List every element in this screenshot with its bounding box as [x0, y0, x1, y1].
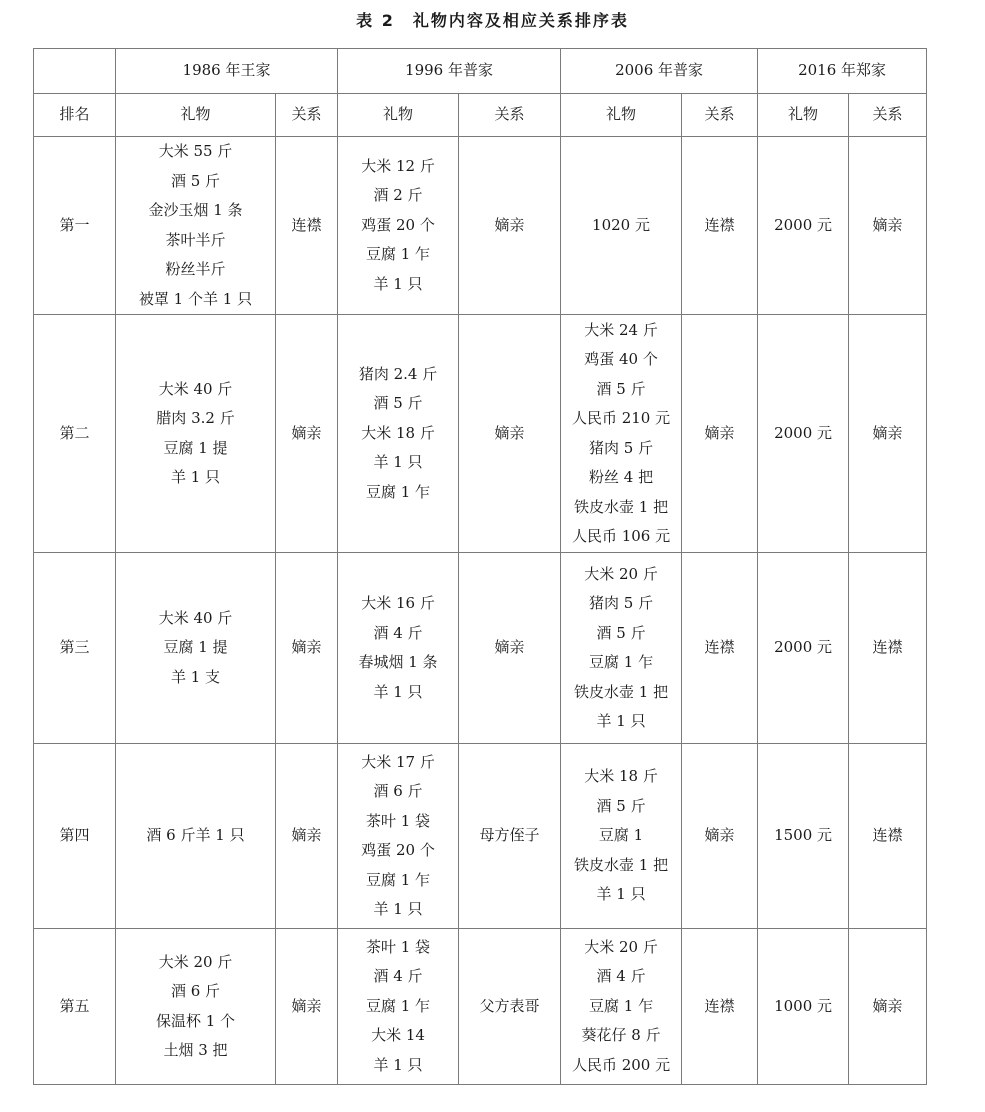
- gift-line: 大米 12 斤: [361, 156, 435, 175]
- gift-line: 豆腐 1 乍: [365, 870, 431, 889]
- gift-line: 酒 6 斤: [170, 982, 221, 1000]
- gift-line: 羊 1 只: [170, 468, 221, 486]
- gift-line: 酒 5 斤: [373, 394, 423, 413]
- relation-1986-cell: 嫡亲: [276, 553, 338, 744]
- table-row: [34, 929, 927, 1085]
- table-title: 表 2 礼物内容及相应关系排序表: [356, 11, 629, 30]
- relation-2016-cell: 嫡亲: [849, 929, 927, 1085]
- rank-cell: 第二: [34, 315, 116, 553]
- gift-header: 礼物: [338, 94, 459, 137]
- gift-1996-cell: [338, 137, 459, 315]
- gift-1986-cell: [116, 744, 276, 929]
- gift-line: 茶叶 1 袋: [365, 937, 431, 956]
- gift-line: 猪肉 5 斤: [588, 438, 654, 457]
- rank-cell: 第四: [34, 744, 116, 929]
- relation-2006-cell: 嫡亲: [682, 315, 758, 553]
- gift-2006-cell: [561, 137, 682, 315]
- relation-2016-cell: 连襟: [849, 553, 927, 744]
- relation-header: 关系: [849, 94, 927, 137]
- gift-line: 酒 6 斤: [373, 782, 423, 800]
- gift-line: 酒 5 斤: [596, 796, 646, 815]
- gift-line: 茶叶半斤: [165, 230, 226, 249]
- gift-line: 猪肉 5 斤: [588, 594, 654, 612]
- gift-line: 豆腐 1 乍: [365, 245, 431, 264]
- gift-line: 猪肉 2.4 斤: [358, 364, 438, 383]
- gift-line: 豆腐 1 乍: [588, 996, 654, 1015]
- gift-line: 大米 20 斤: [158, 952, 233, 971]
- gift-line: 春城烟 1 条: [358, 653, 438, 671]
- gift-2006-cell: [561, 553, 682, 744]
- table-row: [34, 553, 927, 744]
- gift-2016-cell: [758, 929, 849, 1085]
- gift-header: 礼物: [116, 94, 276, 137]
- gift-line: 金沙玉烟 1 条: [148, 201, 243, 219]
- rank-cell: 第五: [34, 929, 116, 1085]
- gift-line: 大米 14: [371, 1026, 425, 1045]
- gift-line: 大米 17 斤: [361, 752, 435, 771]
- gift-line: 大米 24 斤: [584, 320, 658, 339]
- gift-line: 2000 元: [774, 638, 833, 657]
- gift-line: 酒 5 斤: [596, 379, 646, 398]
- relation-1986-cell: 嫡亲: [276, 929, 338, 1085]
- relation-1996-cell: 嫡亲: [459, 315, 561, 553]
- relation-1996-cell: 母方侄子: [459, 744, 561, 929]
- gift-line: 铁皮水壶 1 把: [573, 497, 669, 516]
- gift-line: 腊肉 3.2 斤: [156, 409, 235, 427]
- gift-2006-cell: [561, 929, 682, 1085]
- relation-1986-cell: 连襟: [276, 137, 338, 315]
- gift-line: 大米 40 斤: [158, 608, 233, 627]
- relation-2006-cell: 嫡亲: [682, 744, 758, 929]
- gift-line: 大米 20 斤: [584, 564, 658, 583]
- gift-1996-cell: [338, 744, 459, 929]
- rank-cell: 第一: [34, 137, 116, 315]
- gift-line: 人民币 106 元: [571, 527, 671, 545]
- gift-line: 羊 1 只: [373, 900, 423, 918]
- gift-line: 保温杯 1 个: [155, 1011, 236, 1030]
- column-header-row: [34, 94, 927, 137]
- relation-2016-cell: 嫡亲: [849, 137, 927, 315]
- year-header-row: [34, 49, 927, 94]
- gift-line: 羊 1 只: [596, 712, 646, 730]
- relation-2006-cell: 连襟: [682, 137, 758, 315]
- table-row: [34, 315, 927, 553]
- gift-line: 羊 1 支: [170, 667, 221, 686]
- gift-header: 礼物: [758, 94, 849, 137]
- year-2016-header: 2016 年郑家: [758, 49, 927, 94]
- gift-line: 羊 1 只: [373, 1055, 423, 1074]
- gift-line: 土烟 3 把: [163, 1041, 228, 1059]
- gift-2016-cell: [758, 553, 849, 744]
- gift-line: 豆腐 1 提: [163, 638, 228, 657]
- gift-line: 酒 4 斤: [596, 967, 646, 986]
- gift-line: 粉丝 4 把: [588, 468, 654, 486]
- gift-1986-cell: [116, 137, 276, 315]
- gift-line: 酒 5 斤: [596, 623, 646, 642]
- table-row: [34, 744, 927, 929]
- gift-1996-cell: [338, 553, 459, 744]
- gift-line: 1020 元: [592, 215, 650, 234]
- gift-table: [33, 48, 927, 1085]
- year-1986-header: 1986 年王家: [116, 49, 338, 94]
- gift-line: 大米 16 斤: [361, 594, 435, 612]
- gift-line: 葵花仔 8 斤: [581, 1026, 661, 1045]
- gift-line: 酒 2 斤: [373, 186, 423, 205]
- relation-2016-cell: 嫡亲: [849, 315, 927, 553]
- gift-line: 酒 4 斤: [373, 623, 423, 642]
- gift-line: 大米 18 斤: [361, 423, 435, 442]
- relation-header: 关系: [276, 94, 338, 137]
- gift-1986-cell: [116, 929, 276, 1085]
- gift-line: 2000 元: [774, 215, 833, 234]
- gift-2016-cell: [758, 744, 849, 929]
- gift-line: 大米 20 斤: [584, 937, 658, 956]
- relation-1996-cell: 父方表哥: [459, 929, 561, 1085]
- gift-line: 鸡蛋 20 个: [361, 841, 435, 859]
- gift-header: 礼物: [561, 94, 682, 137]
- gift-1986-cell: [116, 315, 276, 553]
- gift-2016-cell: [758, 137, 849, 315]
- relation-1986-cell: 嫡亲: [276, 315, 338, 553]
- relation-1996-cell: 嫡亲: [459, 137, 561, 315]
- relation-2016-cell: 连襟: [849, 744, 927, 929]
- relation-header: 关系: [459, 94, 561, 137]
- gift-line: 鸡蛋 40 个: [584, 350, 658, 368]
- gift-line: 羊 1 只: [373, 274, 423, 293]
- gift-line: 人民币 210 元: [571, 409, 671, 427]
- gift-line: 羊 1 只: [373, 453, 423, 472]
- gift-line: 茶叶 1 袋: [365, 811, 431, 830]
- year-1996-header: 1996 年普家: [338, 49, 561, 94]
- year-2006-header: 2006 年普家: [561, 49, 758, 94]
- gift-line: 2000 元: [774, 423, 833, 442]
- gift-line: 粉丝半斤: [165, 260, 226, 278]
- gift-line: 豆腐 1 提: [163, 438, 228, 457]
- relation-1986-cell: 嫡亲: [276, 744, 338, 929]
- gift-1986-cell: [116, 553, 276, 744]
- gift-1996-cell: [338, 929, 459, 1085]
- gift-2006-cell: [561, 315, 682, 553]
- gift-line: 1000 元: [774, 996, 833, 1015]
- gift-line: 铁皮水壶 1 把: [573, 855, 669, 874]
- gift-line: 豆腐 1 乍: [588, 653, 654, 671]
- gift-line: 羊 1 只: [596, 885, 646, 904]
- gift-line: 大米 55 斤: [158, 142, 233, 160]
- gift-line: 豆腐 1: [598, 826, 644, 845]
- gift-2006-cell: [561, 744, 682, 929]
- gift-line: 酒 5 斤: [170, 171, 221, 190]
- gift-line: 被罩 1 个羊 1 只: [138, 289, 253, 308]
- relation-2006-cell: 连襟: [682, 929, 758, 1085]
- relation-header: 关系: [682, 94, 758, 137]
- gift-line: 大米 18 斤: [584, 767, 658, 786]
- gift-line: 豆腐 1 乍: [365, 996, 431, 1015]
- gift-1996-cell: [338, 315, 459, 553]
- gift-line: 酒 6 斤羊 1 只: [146, 826, 245, 845]
- gift-line: 1500 元: [774, 826, 833, 845]
- relation-1996-cell: 嫡亲: [459, 553, 561, 744]
- gift-line: 酒 4 斤: [373, 967, 423, 986]
- gift-line: 人民币 200 元: [571, 1055, 671, 1074]
- table-row: [34, 137, 927, 315]
- rank-cell: 第三: [34, 553, 116, 744]
- corner-cell: [34, 49, 116, 94]
- rank-header: 排名: [34, 94, 116, 137]
- gift-line: 鸡蛋 20 个: [361, 215, 435, 234]
- gift-line: 铁皮水壶 1 把: [573, 682, 669, 701]
- relation-2006-cell: 连襟: [682, 553, 758, 744]
- gift-line: 羊 1 只: [373, 682, 423, 701]
- gift-line: 大米 40 斤: [158, 379, 233, 398]
- gift-line: 豆腐 1 乍: [365, 482, 431, 501]
- gift-2016-cell: [758, 315, 849, 553]
